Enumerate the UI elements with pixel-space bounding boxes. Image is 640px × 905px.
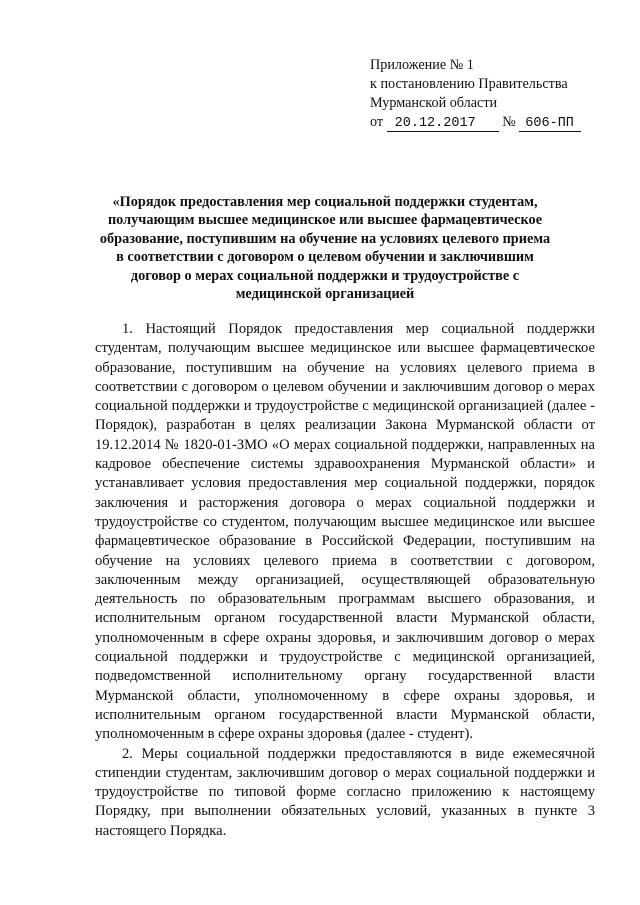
appendix-header [370,56,610,132]
paragraph-2: 2. Меры социальной поддержки предоставляются в виде ежемесячной стипендии студентам, заключившим договор о мерах социальной поддержки и трудоустройстве по типовой форме согласно приложению к настоящему Порядку, при выполнении обязательных условий, указанных в пункте 3 настоящего Порядка. [95,745,595,839]
decree-date: 20.12.2017 [387,116,499,132]
appendix-date-line [370,113,610,132]
appendix-reference: к постановлению Правительства [370,76,568,92]
appendix-number: Приложение № 1 [370,57,474,73]
paragraph-1: 1. Настоящий Порядок предоставления мер социальной поддержки студентам, получающим высшее медицинское или высшее фармацевтическое образование, поступившим на обучение на условиях целевого приема в соответствии с договором о целевом обучении и заключившим договор о мерах социальной поддержки и трудоустройстве с медицинской организацией (далее - Порядок), разработан в целях реализации Закона Мурманской области от 19.12.2014 № 1820-01-ЗМО «О мерах социальной поддержки, направленных на кадровое обеспечение системы здравоохранения Мурманской области» и устанавливает условия предоставления мер социальной поддержки, порядок заключения и расторжения договора о мерах социальной поддержки и трудоустройстве со студентом, получающим высшее медицинское или высшее фармацевтическое образование в Российской Федерации, поступившим на обучение на условиях целевого приема в соответствии с договором, заключенным между организацией, осуществляющей образовательную деятельность по образовательным программам высшего образования, и исполнительным органом государственной власти Мурманской области, уполномоченным в сфере охраны здоровья, и заключившим договор о мерах социальной поддержки и трудоустройстве с медицинской организацией, подведомственной исполнительному органу государственной власти Мурманской области, уполномоченному в сфере охраны здоровья, и исполнительным органом государственной власти Мурманской области, уполномоченным в сфере охраны здоровья (далее - студент). [95,321,595,743]
document-body [95,320,595,841]
date-prefix: от [370,114,384,130]
decree-number: 606-ПП [519,116,581,132]
number-prefix: № [502,114,516,130]
document-title: «Порядок предоставления мер социальной поддержки студентам, получающим высшее медицинское или высшее фармацевтическое образование, поступившим на обучение на условиях целевого приема в соответствии с договором о целевом обучении и заключившим договор о мерах социальной поддержки и трудоустройстве с медицинской организацией [99,194,551,303]
appendix-region: Мурманской области [370,95,498,111]
